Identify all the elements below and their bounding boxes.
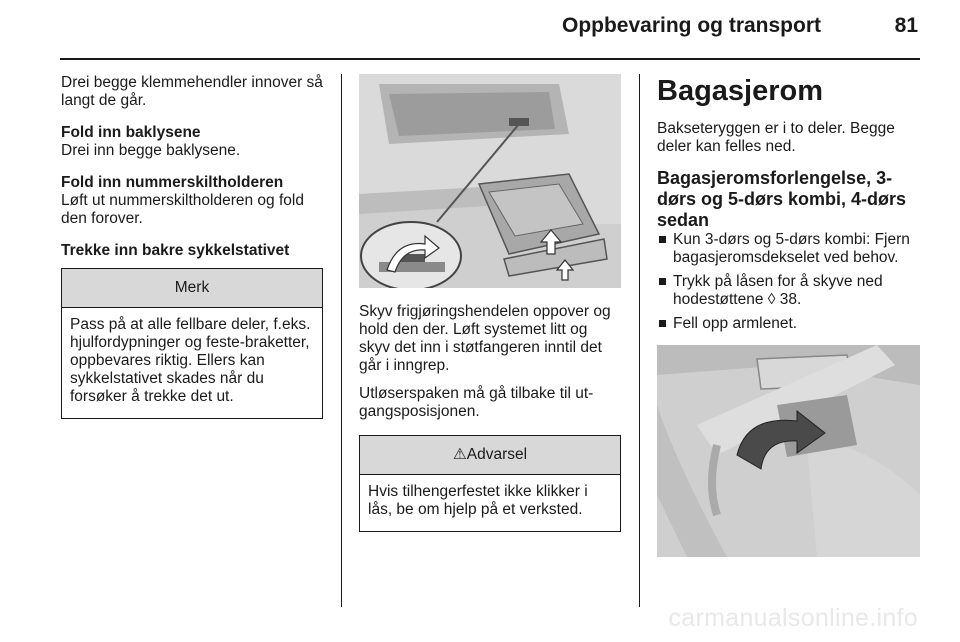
luggage-intro-text: Bakseteryggen er i to deler. Begge deler kan felles ned. [657,120,895,155]
column-3 [657,74,920,562]
warning-body: Hvis tilhengerfestet ikke klikker i lås, be om hjelp på et verksted. [368,483,588,518]
bullet-square-icon [659,320,666,327]
warning-icon: ⚠ [452,446,467,463]
list-item: Kun 3-dørs og 5-dørs kombi: Fjern bagasjeromsdekselet ved behov. [657,231,920,267]
bullet-square-icon [659,278,666,285]
note-title: Merk [62,269,322,308]
page-number: 81 [894,14,918,37]
section-heading-license-plate: Fold inn nummerskiltholderen [61,174,284,191]
column-1 [61,74,323,419]
section-title-luggage: Bagasjerom [657,75,824,107]
section-text-license-plate: Løft ut nummerskiltholderen og fold den forover. [61,192,304,227]
warning-box [359,435,621,532]
note-box [61,268,323,419]
intro-text: Drei begge klemmehendler innover så langt de går. [61,74,323,109]
column-2 [359,74,621,532]
bike-carrier-illustration [359,74,621,288]
armrest-illustration [657,345,920,557]
watermark: carmanualsonline.info [668,604,918,632]
list-item: Trykk på låsen for å skyve ned hodestøttene ◊ 38. [657,273,920,309]
list-item: Fell opp armlenet. [657,315,920,333]
page-title: Oppbevaring og transport [561,14,821,37]
column-divider-2 [639,74,640,607]
section-text-taillights: Drei inn begge baklysene. [61,142,241,159]
instruction-list [657,231,920,333]
note-body: Pass på at alle fellbare deler, f.eks. hjulfordypninger og feste-braketter, oppbevares riktig. Ellers kan sykkelstativet skades når du forsøker å trekke det ut. [70,316,311,405]
subsection-title-extension: Bagasjeromsforlengelse, 3-dørs og 5-dørs kombi, 4-dørs sedan [657,168,907,230]
section-heading-taillights: Fold inn baklysene [61,124,201,141]
warning-title: Advarsel [466,446,528,463]
header-rule [60,58,920,60]
release-lever-text: Skyv frigjøringshendelen oppover og hold den der. Løft systemet litt og skyv det inn i støtfangeren inntil det går i inngrep. [359,303,611,374]
release-return-text: Utløserspaken må gå tilbake til ut-gangsposisjonen. [359,385,594,420]
warning-header [360,436,620,475]
column-divider-1 [341,74,342,607]
bullet-square-icon [659,236,666,243]
bike-carrier-heading: Trekke inn bakre sykkelstativet [61,242,290,259]
